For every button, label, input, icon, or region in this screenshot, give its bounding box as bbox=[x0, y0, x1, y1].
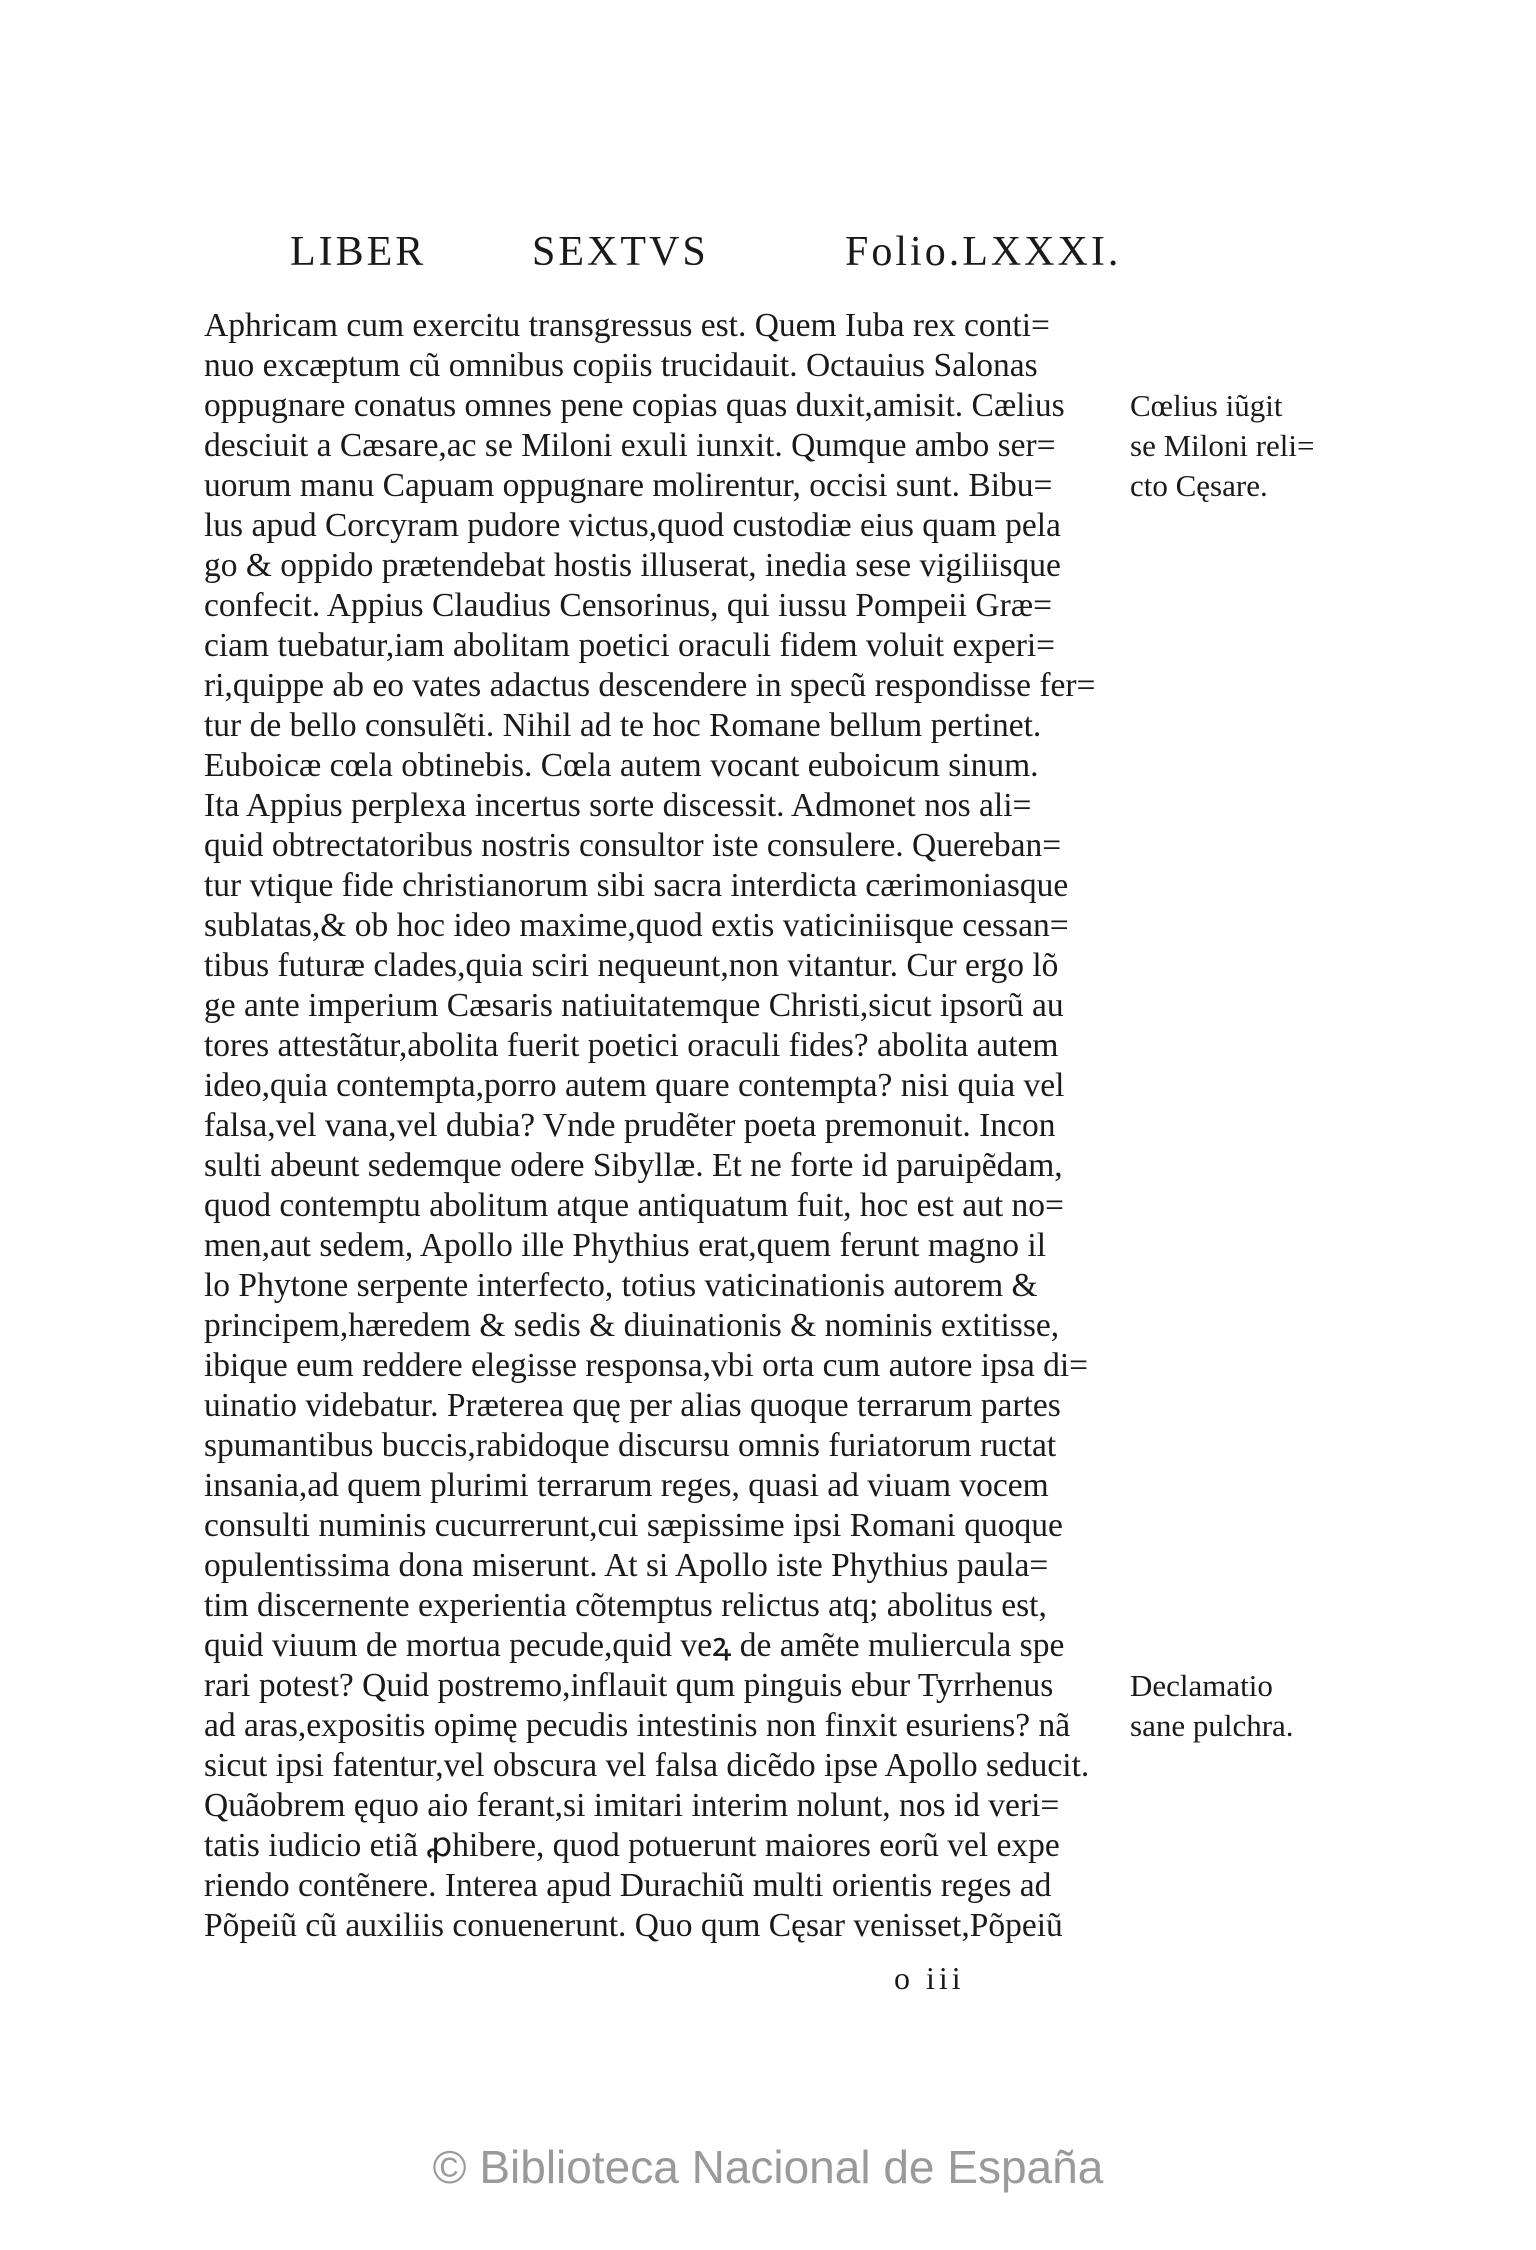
text-line: riendo contẽnere. Interea apud Durachiũ multi orientis reges ad bbox=[204, 1867, 1052, 1904]
text-line: Quãobrem ęquo aio ferant,si imitari interim nolunt, nos id veri= bbox=[204, 1787, 1060, 1824]
text-line: consulti numinis cucurrerunt,cui sæpissime ipsi Romani quoque bbox=[204, 1507, 1063, 1544]
text-line: spumantibus buccis,rabidoque discursu omnis furiatorum ructat bbox=[204, 1427, 1057, 1464]
text-line: ideo,quia contempta,porro autem quare contempta? nisi quia vel bbox=[204, 1067, 1065, 1104]
header-folio-number: Folio.LXXXI. bbox=[845, 229, 1122, 275]
main-text-block bbox=[204, 306, 1119, 1946]
text-line: desciuit a Cæsare,ac se Miloni exuli iunxit. Qumque ambo ser= bbox=[204, 427, 1056, 464]
marginal-note-declamatio bbox=[1130, 1666, 1360, 1746]
text-line: tur vtique fide christianorum sibi sacra interdicta cærimoniasque bbox=[204, 867, 1069, 904]
text-line: ri,quippe ab eo vates adactus descendere in specũ respondisse fer= bbox=[204, 667, 1096, 704]
text-line: sulti abeunt sedemque odere Sibyllæ. Et ne forte id paruipẽdam, bbox=[204, 1147, 1063, 1184]
text-line: quid obtrectatoribus nostris consultor iste consulere. Quereban= bbox=[204, 827, 1062, 864]
text-line: sublatas,& ob hoc ideo maxime,quod extis vaticiniisque cessan= bbox=[204, 907, 1069, 944]
text-line: lus apud Corcyram pudore victus,quod custodiæ eius quam pela bbox=[204, 507, 1061, 544]
library-watermark: © Biblioteca Nacional de España bbox=[432, 2141, 1104, 2193]
running-header bbox=[290, 228, 1120, 288]
marginal-line: sane pulchra. bbox=[1130, 1708, 1294, 1743]
signature-mark: o iii bbox=[894, 1960, 965, 1996]
text-line: tatis iudicio etiã ꝓhibere, quod potuerunt maiores eorũ vel expe bbox=[204, 1827, 1060, 1864]
text-line: confecit. Appius Claudius Censorinus, qui iussu Pompeii Græ= bbox=[204, 587, 1053, 624]
text-line: insania,ad quem plurimi terrarum reges, quasi ad viuam vocem bbox=[204, 1467, 1049, 1504]
text-line: rari potest? Quid postremo,inflauit qum pinguis ebur Tyrrhenus bbox=[204, 1667, 1054, 1704]
text-line: oppugnare conatus omnes pene copias quas duxit,amisit. Cælius bbox=[204, 387, 1065, 424]
header-sextus: SEXTVS bbox=[532, 229, 709, 275]
marginal-line: se Miloni reli= bbox=[1130, 428, 1315, 463]
text-line: tim discernente experientia cõtemptus relictus atq; abolitus est, bbox=[204, 1587, 1047, 1624]
text-line: tur de bello consulẽti. Nihil ad te hoc Romane bellum pertinet. bbox=[204, 707, 1042, 744]
text-line: opulentissima dona miserunt. At si Apollo iste Phythius paula= bbox=[204, 1547, 1049, 1584]
marginal-line: Declamatio bbox=[1130, 1668, 1273, 1703]
text-line: tibus futuræ clades,quia sciri nequeunt,non vitantur. Cur ergo lõ bbox=[204, 947, 1059, 984]
text-line: ciam tuebatur,iam abolitam poetici oraculi fidem voluit experi= bbox=[204, 627, 1056, 664]
text-line: falsa,vel vana,vel dubia? Vnde prudẽter poeta premonuit. Incon bbox=[204, 1107, 1056, 1144]
text-line: quod contemptu abolitum atque antiquatum fuit, hoc est aut no= bbox=[204, 1187, 1064, 1224]
text-line: quid viuum de mortua pecude,quid veꝝ de amẽte muliercula spe bbox=[204, 1627, 1065, 1664]
text-line: Euboicæ cœla obtinebis. Cœla autem vocant euboicum sinum. bbox=[204, 747, 1039, 784]
text-line: Aphricam cum exercitu transgressus est. Quem Iuba rex conti= bbox=[204, 307, 1050, 344]
text-line: ibique eum reddere elegisse responsa,vbi orta cum autore ipsa di= bbox=[204, 1347, 1089, 1384]
text-line: uorum manu Capuam oppugnare molirentur, occisi sunt. Bibu= bbox=[204, 467, 1053, 504]
marginal-line: Cœlius iũgit bbox=[1130, 388, 1283, 423]
text-line: Ita Appius perplexa incertus sorte discessit. Admonet nos ali= bbox=[204, 787, 1032, 824]
text-line: go & oppido prætendebat hostis illuserat, inedia sese vigiliisque bbox=[204, 547, 1061, 584]
text-line: principem,hæredem & sedis & diuinationis & nominis extitisse, bbox=[204, 1307, 1060, 1344]
text-line: ad aras,expositis opimę pecudis intestinis non finxit esuriens? nã bbox=[204, 1707, 1071, 1744]
text-line: Põpeiũ cũ auxiliis conuenerunt. Quo qum Cęsar venisset,Põpeiũ bbox=[204, 1907, 1063, 1944]
text-line: men,aut sedem, Apollo ille Phythius erat,quem ferunt magno il bbox=[204, 1227, 1046, 1264]
text-line: uinatio videbatur. Præterea quę per alias quoque terrarum partes bbox=[204, 1387, 1061, 1424]
text-line: lo Phytone serpente interfecto, totius vaticinationis autorem & bbox=[204, 1267, 1038, 1304]
header-liber: LIBER bbox=[290, 229, 427, 275]
marginal-note-coelius bbox=[1130, 386, 1360, 506]
text-line: sicut ipsi fatentur,vel obscura vel falsa dicẽdo ipse Apollo seducit. bbox=[204, 1747, 1090, 1784]
text-line: nuo excæptum cũ omnibus copiis trucidauit. Octauius Salonas bbox=[204, 347, 1038, 384]
marginal-line: cto Cęsare. bbox=[1130, 468, 1268, 503]
text-line: tores attestãtur,abolita fuerit poetici oraculi fides? abolita autem bbox=[204, 1027, 1059, 1064]
text-line: ge ante imperium Cæsaris natiuitatemque Christi,sicut ipsorũ au bbox=[204, 987, 1064, 1024]
